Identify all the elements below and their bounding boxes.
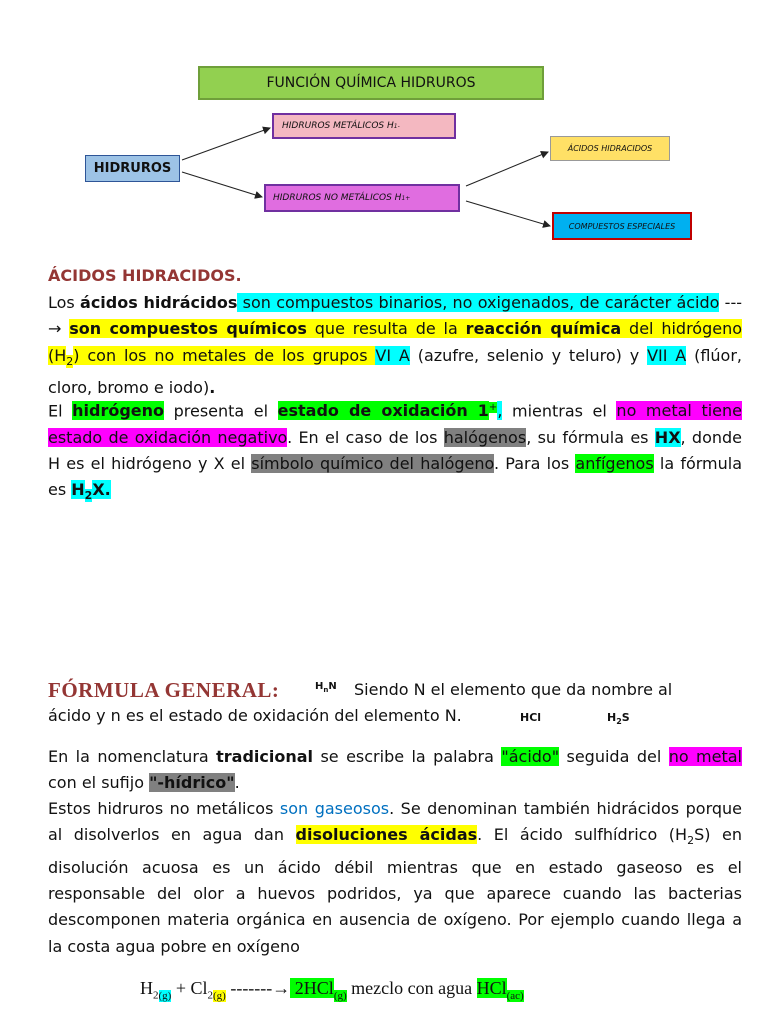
paragraph-acidos-definition: Los ácidos hidrácidos son compuestos binarios, no oxigenados, de carácter ácido ---→ son compuestos químicos que resulta de la reacción química del hidrógeno $(H_2)$ con los no metales de los grupos VI A (azufre, selenio y teluro) y VII A (flúor, cloro, bromo e iodo). <box>48 293 743 398</box>
paragraph-oxidation-state: El hidrógeno presenta el estado de oxidación 1+, mientras el no metal tiene estado de oxidación negativo. En el caso de los halógenos, su fórmula es HX, donde H es el hidrógeno y X el símbolo químico del halógeno. Para los anfígenos la fórmula es $H_2X$. <box>48 401 743 503</box>
paragraph-hidruros-gaseosos: Estos hidruros no metálicos son gaseosos. Se denominan también hidrácidos porque al disolverlos en agua dan disoluciones ácidas. El ácido sulfhídrico $(H_2S)$ en disolución acuosa es un ácido débil mientras que en estado gaseoso es el responsable del olor a huevos podridos, ya que aparece cuando las bacterias descomponen materia orgánica en ausencia de oxígeno. Por ejemplo cuando llega a la costa agua pobre en oxígeno <box>48 799 743 956</box>
hidruros-no-metalicos-charge: 1+ <box>401 194 411 202</box>
formula-description-line2: ácido y n es el estado de oxidación del elemento N. <box>48 706 462 725</box>
h2s-example: $H_2S$ <box>607 711 630 727</box>
hidruros-metalicos-label: HIDRUROS METÁLICOS H <box>282 121 394 131</box>
reaction-equation: $H_{2(g)} + Cl_{2(g)}$ -------→ 2HCl$_{(g)}$ mezclo con agua HCl$_{(ac)}$ <box>140 978 524 1002</box>
hidruros-metalicos-node <box>272 113 456 139</box>
acidos-hidracidos-node: ÁCIDOS HIDRACIDOS <box>550 136 670 161</box>
hidruros-no-metalicos-node <box>264 184 460 212</box>
formula-description-line1: Siendo N el elemento que da nombre al <box>354 680 673 699</box>
arrow-to-compuestos <box>466 201 550 226</box>
diagram-title: FUNCIÓN QUÍMICA HIDRUROS <box>198 66 544 100</box>
hidruros-metalicos-charge: 1- <box>393 122 400 130</box>
reaction-arrow: → <box>272 978 291 998</box>
hidruros-no-metalicos-label: HIDRUROS NO METÁLICOS H <box>273 193 402 203</box>
hidruros-node: HIDRUROS <box>85 155 180 182</box>
arrow-to-no-metalicos <box>182 172 262 197</box>
hcl-example: HCl <box>520 711 542 724</box>
arrow-glyph: → <box>48 319 62 339</box>
paragraph-nomenclatura: En la nomenclatura tradicional se escribe la palabra "ácido" seguida del no metal con el sufijo "-hídrico". <box>48 747 742 793</box>
formula-hnn: $H_nN$ <box>315 681 337 694</box>
arrow-to-acidos <box>466 152 548 186</box>
section-heading: ÁCIDOS HIDRACIDOS. <box>48 266 242 285</box>
compuestos-especiales-node: COMPUESTOS ESPECIALES <box>552 212 692 240</box>
arrow-to-metalicos <box>182 128 270 160</box>
formula-general-heading: FÓRMULA GENERAL: <box>48 678 280 702</box>
